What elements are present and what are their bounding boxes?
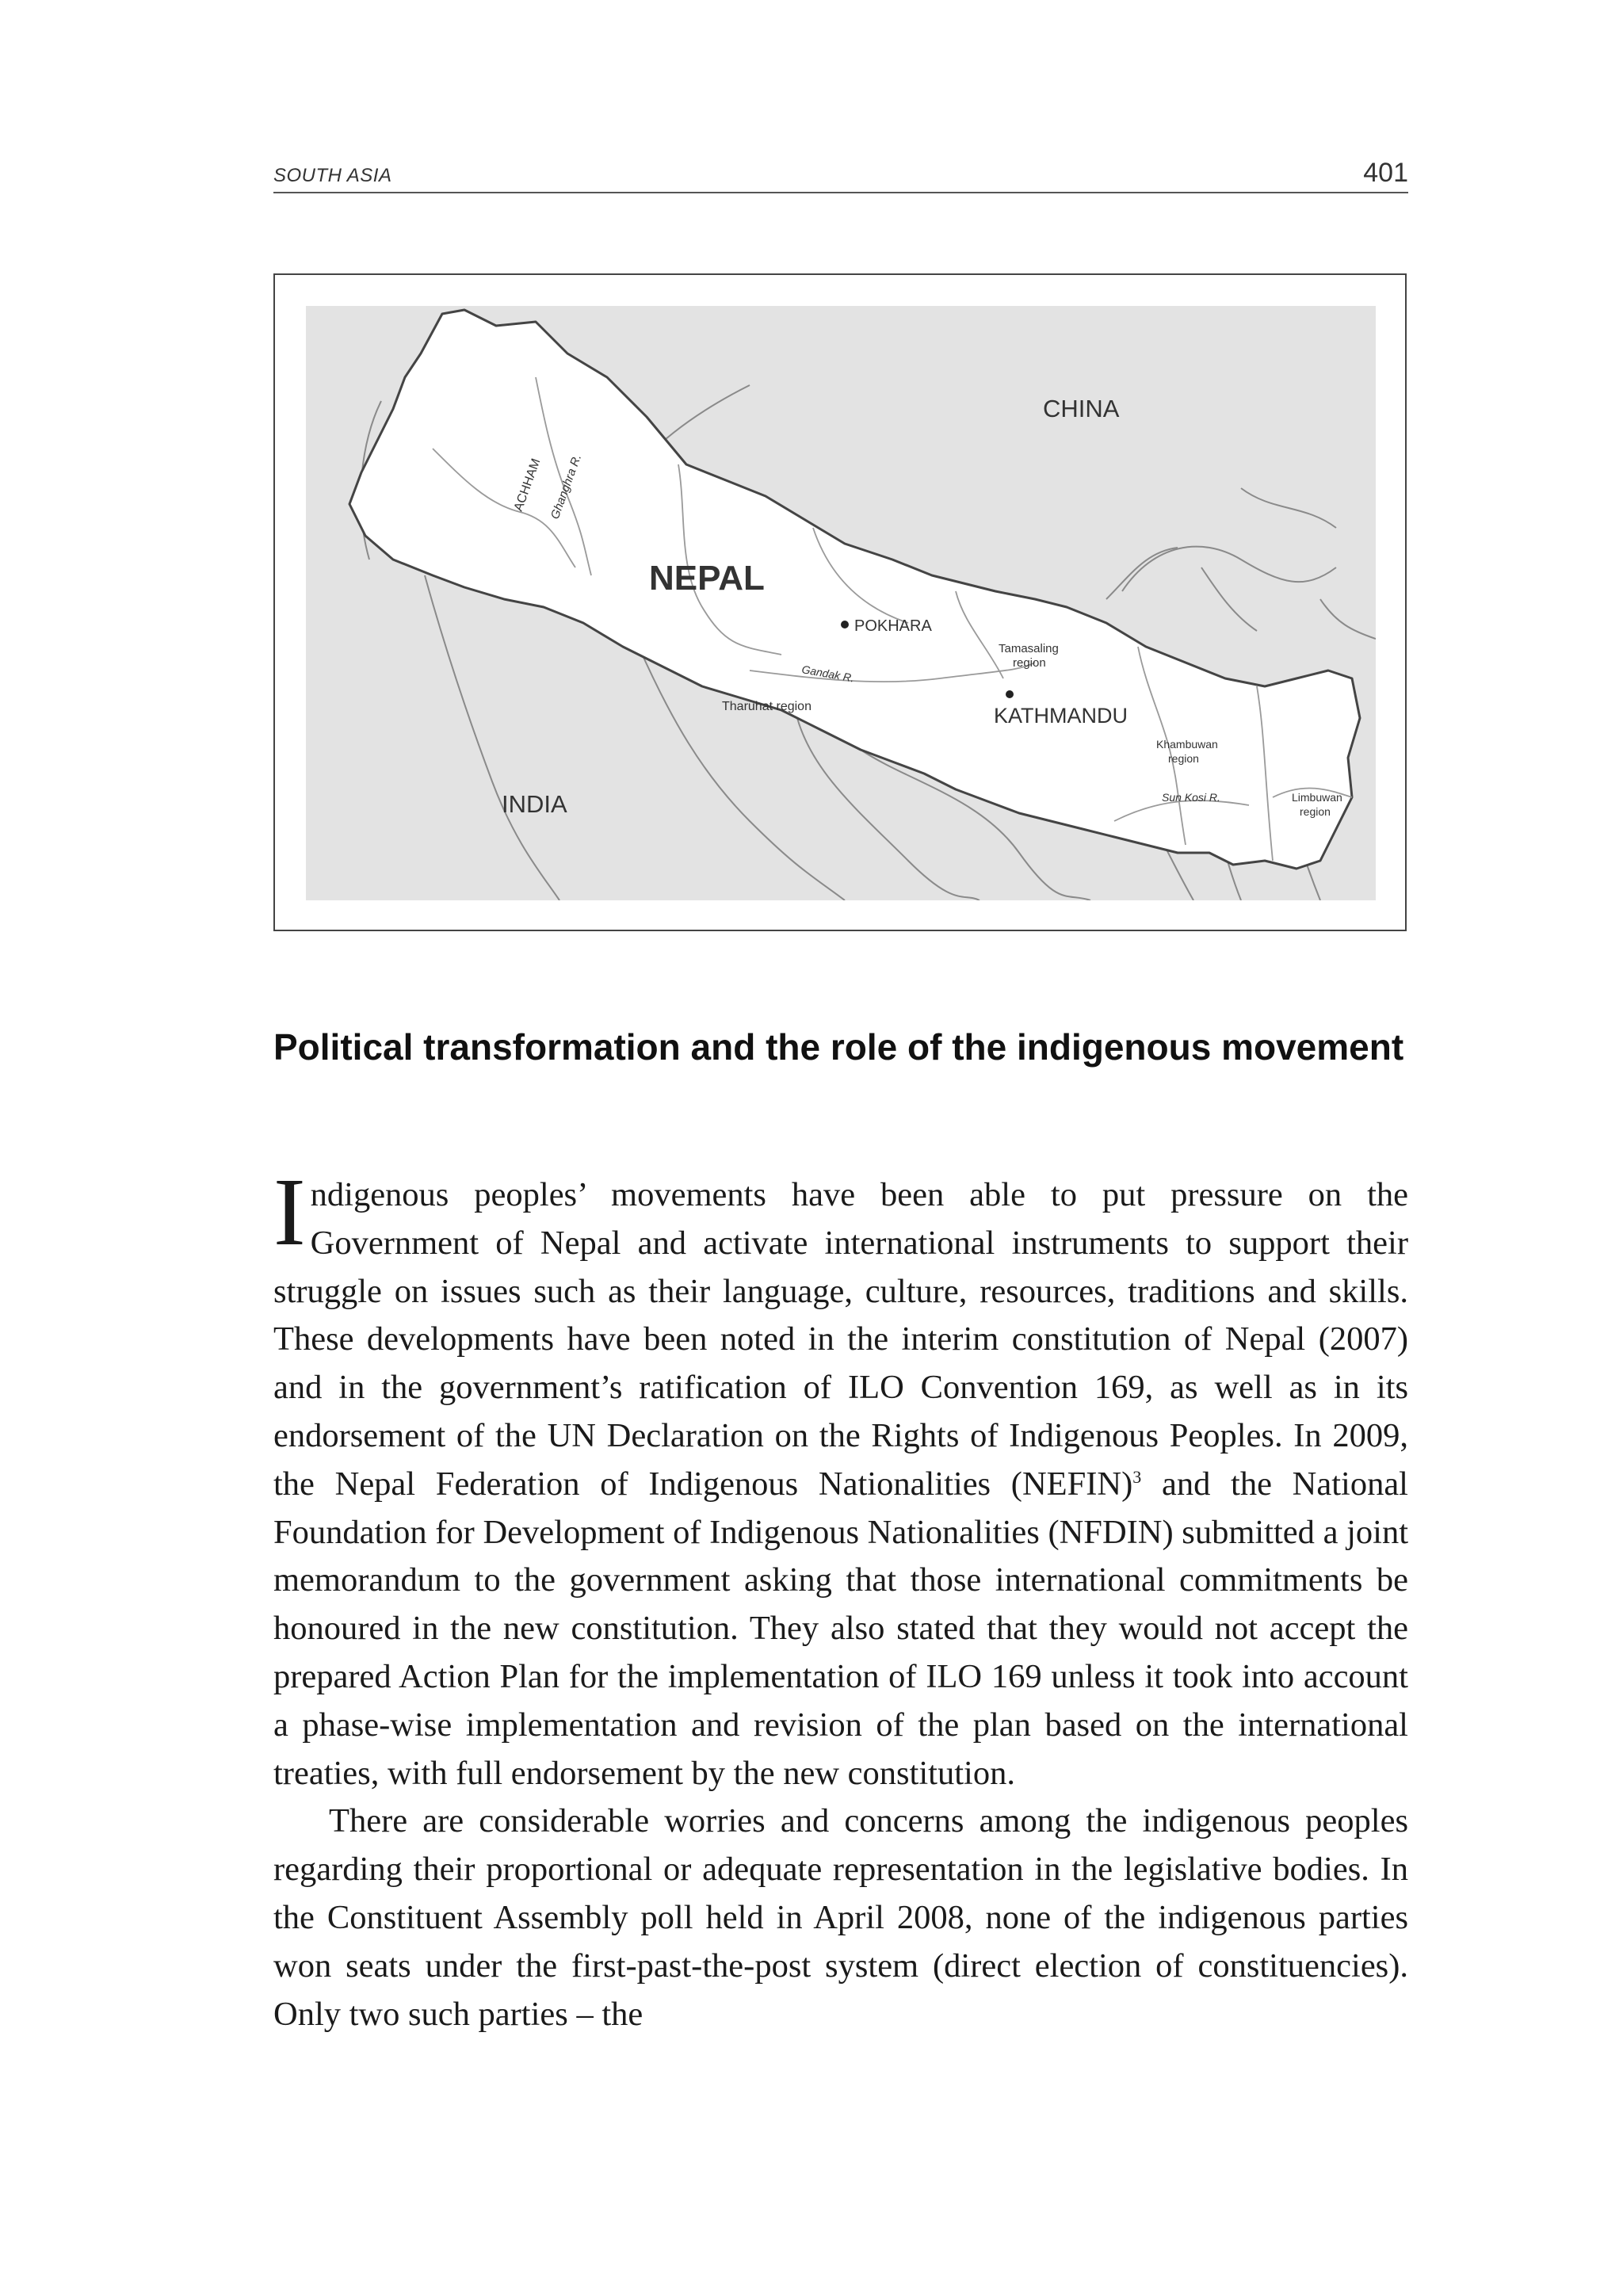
limbuwan-region-label-2: region [1300,805,1331,818]
india-label: INDIA [502,790,567,818]
achham-label: ACHHAM [511,457,544,514]
article-body [273,1159,1408,2038]
paragraph-1 [273,1159,1408,1797]
kathmandu-label: KATHMANDU [994,704,1128,728]
sunkosi-river-label: Sun Kosi R. [1162,791,1220,804]
limbuwan-region-label-1: Limbuwan [1292,791,1342,804]
nepal-map [306,306,1376,900]
paragraph-1-text-b: and the National Foundation for Development of Indigenous Nationalities (NFDIN) submitted a joint memorandum to the government asking that those international commitments be honoured in the new constitution. They also stated that they would not accept the prepared Action Plan for the implementation of ILO 169 unless it took into account a phase-wise implementation and revision of the plan based on the international treaties, with full endorsement by the new constitution. [273,1465,1408,1792]
nepal-label: NEPAL [649,559,765,598]
map-figure [273,273,1407,931]
pokhara-label: POKHARA [854,617,932,635]
paragraph-2: There are considerable worries and concerns among the indigenous peoples regarding their proportional or adequate representation in the legislative bodies. In the Constituent Assembly poll held in April 2008, none of the indigenous parties won seats under the first-past-the-post system (direct election of constituencies). Only two such parties – the [273,1802,1408,2033]
tamasaling-region-label-2: region [1013,656,1046,670]
section-heading: Political transformation and the role of the indigenous movement [273,1026,1404,1068]
khambuwan-region-label-2: region [1168,752,1199,765]
drop-cap: I [273,1159,306,1266]
pokhara-dot [841,621,849,628]
china-label: CHINA [1043,395,1120,422]
ghanghra-river-label: Ghanghra R. [548,452,585,521]
section-label: SOUTH ASIA [273,165,392,186]
khambuwan-region-label-1: Khambuwan [1156,738,1218,751]
kathmandu-dot [1006,690,1014,698]
page-number: 401 [1363,158,1408,188]
running-head [273,152,1408,193]
footnote-marker: 3 [1132,1466,1142,1487]
paragraph-1-text-a: ndigenous peoples’ movements have been able to put pressure on the Government of Nepal and activate international instruments to support their struggle on issues such as their language, culture, resources, traditions and skills. These developments have been noted in the interim constitution of Nepal (2007) and in the government’s ratification of ILO Convention 169, as well as in its endorsement of the UN Declaration on the Rights of Indigenous Peoples. In 2009, the Nepal Federation of Indigenous Nationalities (NEFIN) [273,1176,1408,1503]
tamasaling-region-label-1: Tamasaling [999,642,1059,655]
gandak-river-label: Gandak R. [800,663,856,685]
tharuhat-region-label: Tharuhat region [722,700,812,713]
